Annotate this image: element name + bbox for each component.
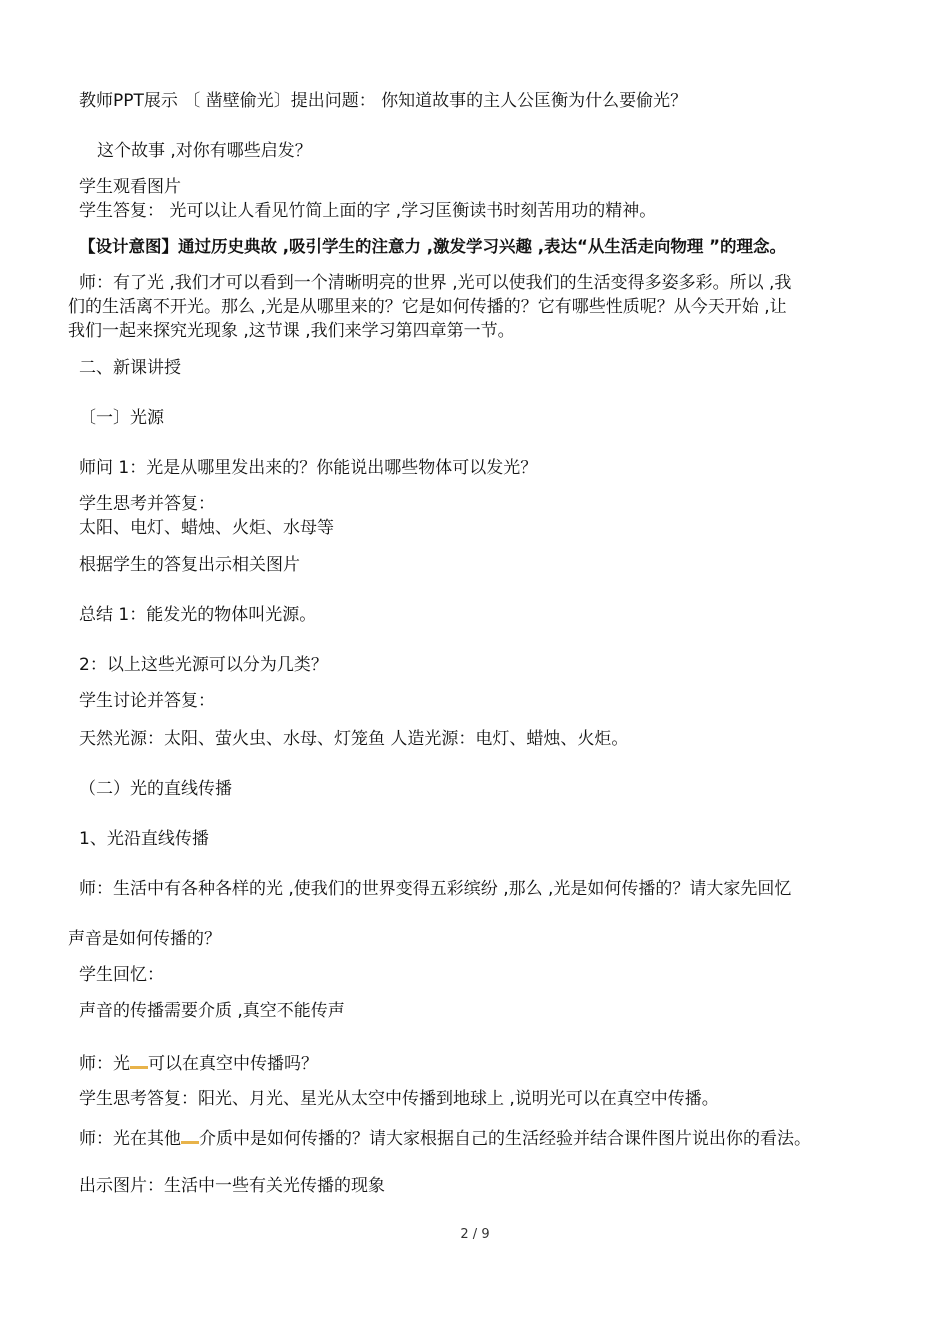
highlight-mark: [130, 1050, 148, 1069]
text-line: 教师PPT展示 〔 凿壁偷光〕提出问题： 你知道故事的主人公匡衡为什么要偷光？: [79, 91, 688, 111]
section-heading: 二、新课讲授: [79, 358, 181, 378]
text-line: 学生回忆：: [79, 965, 164, 985]
text-line: 这个故事 ,对你有哪些启发？: [97, 141, 312, 161]
text-line: 师问 1：光是从哪里发出来的？你能说出哪些物体可以发光？: [79, 458, 538, 478]
text-segment: 介质中是如何传播的？请大家根据自己的生活经验并结合课件图片说出你的看法。: [199, 1129, 811, 1149]
text-segment: 师：光: [79, 1054, 130, 1074]
subsection-heading: 1、光沿直线传播: [79, 829, 209, 849]
text-line: 总结 1：能发光的物体叫光源。: [79, 605, 317, 625]
text-line: 出示图片：生活中一些有关光传播的现象: [79, 1176, 385, 1196]
page-number: 2 / 9: [460, 1227, 490, 1242]
subsection-heading: （二）光的直线传播: [79, 779, 232, 799]
text-line: 师：有了光 ,我们才可以看到一个清晰明亮的世界 ,光可以使我们的生活变得多姿多彩。所以 ,我: [79, 273, 792, 293]
text-line: 学生观看图片: [79, 177, 181, 197]
text-line: 太阳、电灯、蜡烛、火炬、水母等: [79, 518, 334, 538]
text-line: 们的生活离不开光。那么 ,光是从哪里来的？它是如何传播的？它有哪些性质呢？从今天开始 ,让: [68, 297, 787, 317]
text-line: [79, 1050, 318, 1075]
subsection-heading: 〔一〕光源: [79, 408, 164, 428]
text-line: 声音的传播需要介质 ,真空不能传声: [79, 1001, 345, 1021]
text-line: 声音是如何传播的？: [68, 929, 221, 949]
text-line: 学生思考答复：阳光、月光、星光从太空中传播到地球上 ,说明光可以在真空中传播。: [79, 1089, 719, 1109]
text-line: [79, 1125, 811, 1150]
text-segment: 可以在真空中传播吗？: [148, 1054, 318, 1074]
text-line: 学生思考并答复：: [79, 494, 215, 514]
text-line: 根据学生的答复出示相关图片: [79, 555, 300, 575]
design-intent: 【设计意图】通过历史典故 ,吸引学生的注意力 ,激发学习兴趣 ,表达“从生活走向物理 ”的理念。: [79, 237, 786, 256]
text-segment: 师：光在其他: [79, 1129, 181, 1149]
text-line: 我们一起来探究光现象 ,这节课 ,我们来学习第四章第一节。: [68, 321, 515, 341]
highlight-mark: [181, 1125, 199, 1144]
text-line: 学生答复： 光可以让人看见竹简上面的字 ,学习匡衡读书时刻苦用功的精神。: [79, 201, 657, 221]
text-line: 2：以上这些光源可以分为几类？: [79, 655, 328, 675]
text-line: 学生讨论并答复：: [79, 691, 215, 711]
text-line: 师：生活中有各种各样的光 ,使我们的世界变得五彩缤纷 ,那么 ,光是如何传播的？请大家先回忆: [79, 879, 792, 899]
text-line: 天然光源：太阳、萤火虫、水母、灯笼鱼 人造光源：电灯、蜡烛、火炬。: [79, 729, 629, 749]
